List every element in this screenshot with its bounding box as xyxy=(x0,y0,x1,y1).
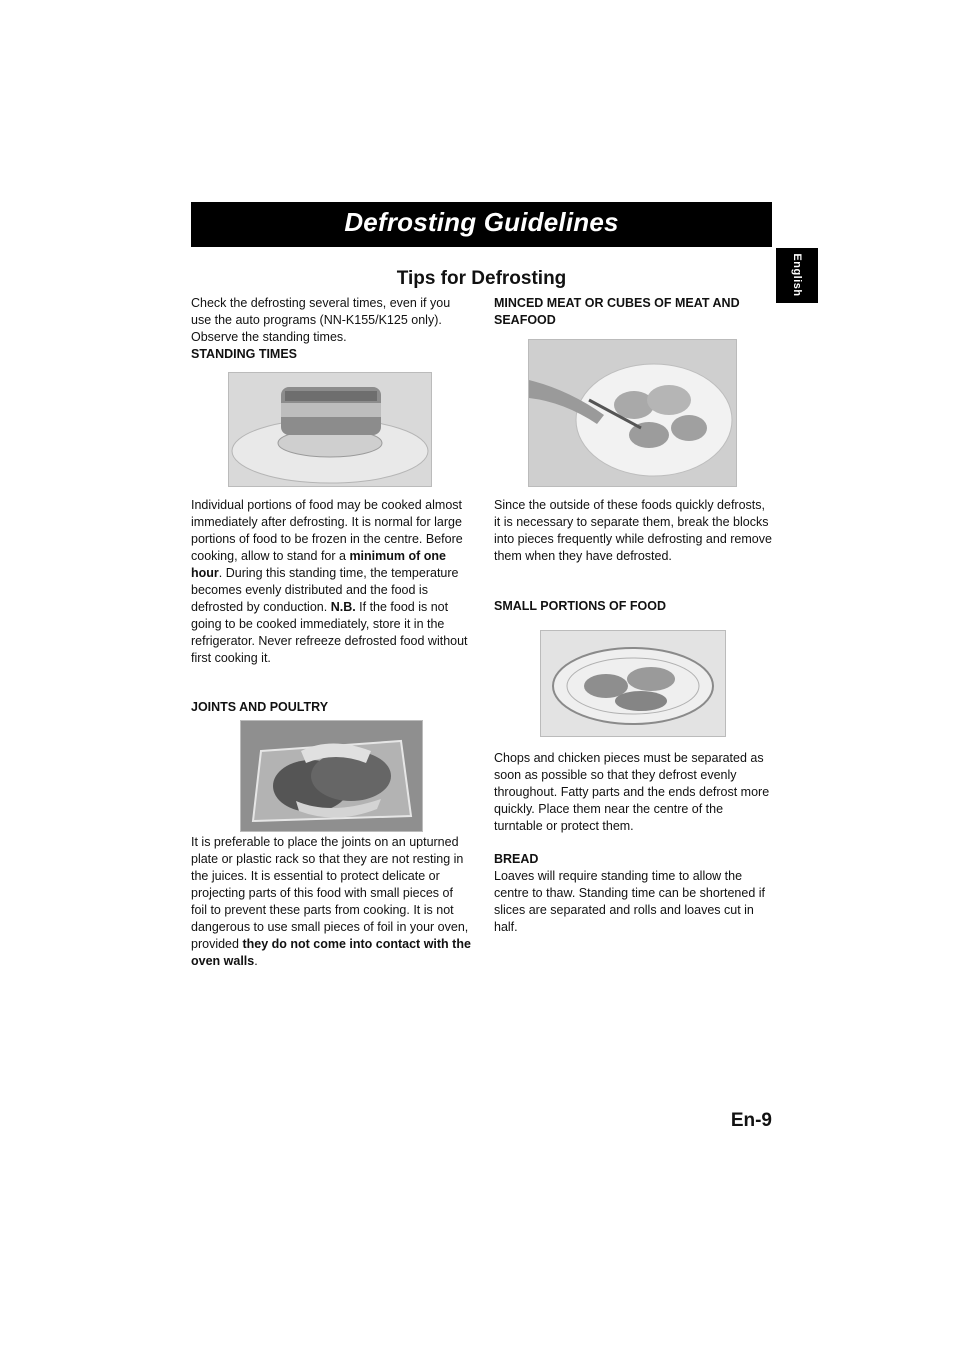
standing-times-heading: STANDING TIMES xyxy=(191,347,298,361)
standing-times-text: Individual portions of food may be cooked almost immediately after defrosting. It is normal for large portions of food to be frozen in the centre. Before cooking, allow to stand for a minimum of one hour. During this standing time, the temperature becomes evenly distributed and the food is defrosted by conduction. N.B. If the food is not going to be cooked immediately, store it in the refrigerator. Never refreeze defrosted food without first cooking it. xyxy=(191,498,468,665)
small-portions-heading-block xyxy=(494,598,774,615)
minced-meat-text: Since the outside of these foods quickly defrosts, it is necessary to separate them, break the blocks into pieces frequently while defrosting and remove them when they have defrosted. xyxy=(494,498,772,563)
section-title: Tips for Defrosting xyxy=(396,268,567,289)
page-title: Defrosting Guidelines xyxy=(344,207,619,237)
bread-text: Loaves will require standing time to allow the centre to thaw. Standing time can be shortened if slices are separated and rolls and loaves cut in half. xyxy=(494,869,766,934)
joints-poultry-illustration xyxy=(241,721,422,831)
small-portions-block xyxy=(494,750,774,835)
small-portions-heading: SMALL PORTIONS OF FOOD xyxy=(494,599,666,613)
joints-poultry-text: It is preferable to place the joints on an upturned plate or plastic rack so that they are not resting in the juices. It is essential to protect delicate or projecting parts of this food with small pieces of foil to prevent these parts from cooking. It is not dangerous to use small pieces of foil in your oven, provided they do not come into contact with the oven walls. xyxy=(191,835,471,968)
page-number: En-9 xyxy=(730,1110,772,1131)
small-portions-text: Chops and chicken pieces must be separated as soon as possible so that they defrost evenly throughout. Fatty parts and the ends defrost more quickly. Place them near the centre of the turntable or protect them. xyxy=(494,751,770,833)
minced-meat-heading: MINCED MEAT OR CUBES OF MEAT AND SEAFOOD xyxy=(494,296,740,327)
language-tab-label: English xyxy=(791,253,803,297)
standing-times-photo xyxy=(228,372,432,487)
minced-meat-illustration xyxy=(529,340,736,486)
bread-block xyxy=(494,851,774,936)
left-intro-block xyxy=(191,295,471,363)
minced-meat-block xyxy=(494,497,774,565)
bread-heading: BREAD xyxy=(494,852,539,866)
intro-text: Check the defrosting several times, even if you use the auto programs (NN-K155/K125 only). Observe the standing times. xyxy=(191,296,451,344)
joints-poultry-block xyxy=(191,834,471,970)
standing-times-illustration xyxy=(229,373,431,486)
small-portions-photo xyxy=(540,630,726,737)
title-banner xyxy=(191,202,772,247)
joints-poultry-heading: JOINTS AND POULTRY xyxy=(191,700,329,714)
small-portions-illustration xyxy=(541,631,725,736)
minced-heading-block xyxy=(494,295,774,329)
minced-meat-photo xyxy=(528,339,737,487)
joints-heading-block xyxy=(191,699,471,716)
joints-poultry-photo xyxy=(240,720,423,832)
language-tab xyxy=(776,248,818,303)
standing-times-block xyxy=(191,497,471,667)
